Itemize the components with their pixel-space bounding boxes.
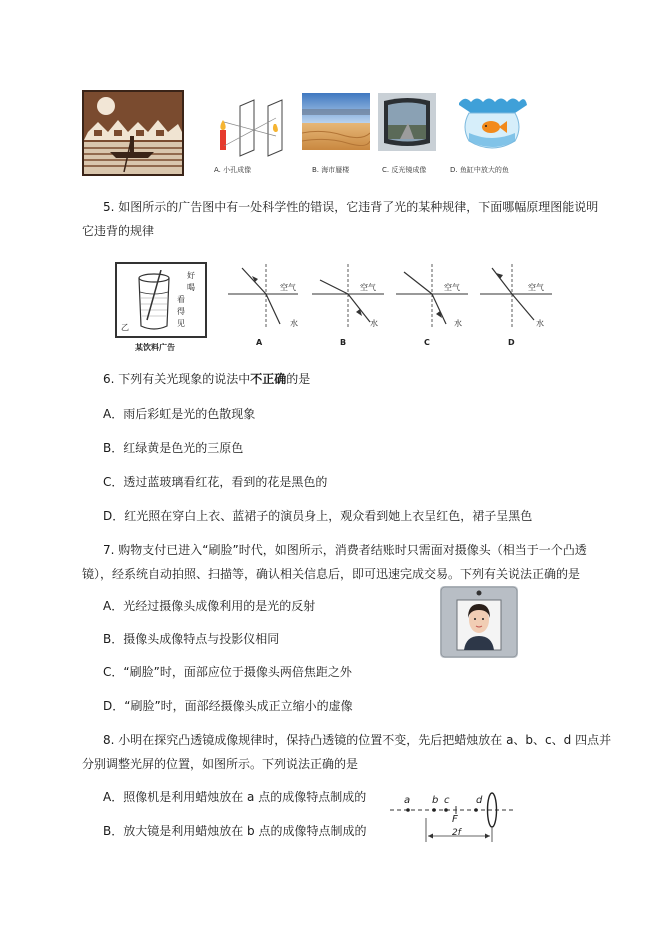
papercut-boat-picture xyxy=(82,90,184,176)
refraction-diagrams xyxy=(228,262,558,332)
lens-point-c: c xyxy=(444,795,450,806)
q6-option-c: C．透过蓝玻璃看红花，看到的花是黑色的 xyxy=(103,475,328,489)
q7-option-a: A．光经过摄像头成像利用的是光的反射 xyxy=(103,599,316,613)
drink-ad-figure xyxy=(115,262,207,354)
lens-point-a: a xyxy=(404,795,411,806)
diagram-a-water: 水 xyxy=(290,319,298,328)
diagram-label-a: A xyxy=(256,338,263,347)
q5-stem-line1: 5. 如图所示的广告图中有一处科学性的错误，它违背了光的某种规律，下面哪幅原理图能说明 xyxy=(103,200,599,214)
q6-option-a: A．雨后彩虹是光的色散现象 xyxy=(103,407,256,421)
diagram-label-d: D xyxy=(508,338,515,347)
q7-stem-line2: 镜），经系统自动拍照、扫描等，确认相关信息后，即可迅速完成交易。下列有关说法正确的是 xyxy=(82,567,581,581)
diagram-c-air: 空气 xyxy=(444,283,460,292)
q6-option-d: D．红光照在穿白上衣、蓝裙子的演员身上，观众看到她上衣呈红色，裙子呈黑色 xyxy=(103,509,533,523)
q8-stem-line1: 8. 小明在探究凸透镜成像规律时，保持凸透镜的位置不变，先后把蜡烛放在 a、b、c、d 四点并 xyxy=(103,733,612,747)
diagram-b-air: 空气 xyxy=(360,283,376,292)
lens-2f-label: 2f xyxy=(452,828,461,838)
q8-stem-line2: 分别调整光屏的位置，如图所示。下列说法正确的是 xyxy=(82,757,359,771)
caption-fishbowl: D. 鱼缸中放大的鱼 xyxy=(450,166,509,174)
diagram-label-b: B xyxy=(340,338,347,347)
fish-bowl-picture xyxy=(455,93,530,153)
ad-mark: 乙 xyxy=(121,323,129,332)
ad-text-4: 得 xyxy=(177,307,185,316)
diagram-a-air: 空气 xyxy=(280,283,296,292)
q8-option-a: A．照像机是利用蜡烛放在 a 点的成像特点制成的 xyxy=(103,790,367,804)
caption-mirror: C. 反光镜成像 xyxy=(382,166,427,174)
diagram-d-air: 空气 xyxy=(528,283,544,292)
rearview-mirror-picture xyxy=(378,93,436,151)
ad-caption: 某饮料广告 xyxy=(135,343,175,352)
q6-stem xyxy=(103,370,310,388)
ad-text-1: 好 xyxy=(187,271,195,280)
caption-pinhole: A. 小孔成像 xyxy=(214,166,252,174)
q6-stem-before: 6. 下列有关光现象的说法中 xyxy=(103,372,251,386)
q6-stem-bold: 不正确 xyxy=(250,372,287,386)
pinhole-imaging-figure xyxy=(210,96,295,158)
q7-stem-line1: 7. 购物支付已进入“刷脸”时代，如图所示，消费者结账时只需面对摄像头（相当于一个凸透 xyxy=(103,543,587,557)
q7-option-d: D．“刷脸”时，面部经摄像头成正立缩小的虚像 xyxy=(103,699,353,713)
diagram-d-water: 水 xyxy=(536,319,544,328)
q7-option-b: B．摄像头成像特点与投影仪相同 xyxy=(103,632,280,646)
ad-text-3: 看 xyxy=(177,295,185,304)
caption-mirage: B. 海市蜃楼 xyxy=(312,166,350,174)
mirage-desert-picture xyxy=(302,93,370,150)
q8-option-b: B．放大镜是利用蜡烛放在 b 点的成像特点制成的 xyxy=(103,824,367,838)
refraction-diagram-a xyxy=(228,264,298,328)
diagram-b-water: 水 xyxy=(370,319,378,328)
ad-text-2: 喝 xyxy=(187,283,195,292)
glass-with-straw-icon xyxy=(135,270,173,332)
lens-focus-label: F xyxy=(452,814,458,825)
ad-frame xyxy=(115,262,207,338)
q7-option-c: C．“刷脸”时，面部应位于摄像头两倍焦距之外 xyxy=(103,665,352,679)
face-scan-device-picture xyxy=(440,586,518,658)
diagram-label-c: C xyxy=(424,338,430,347)
q6-option-b: B．红绿黄是色光的三原色 xyxy=(103,441,244,455)
diagram-c-water: 水 xyxy=(454,319,462,328)
q5-stem-line2: 它违背的规律 xyxy=(82,224,155,238)
q6-stem-after: 的是 xyxy=(286,372,311,386)
lens-point-b: b xyxy=(432,795,439,806)
lens-point-d: d xyxy=(476,795,483,806)
ad-text-5: 见 xyxy=(177,319,185,328)
